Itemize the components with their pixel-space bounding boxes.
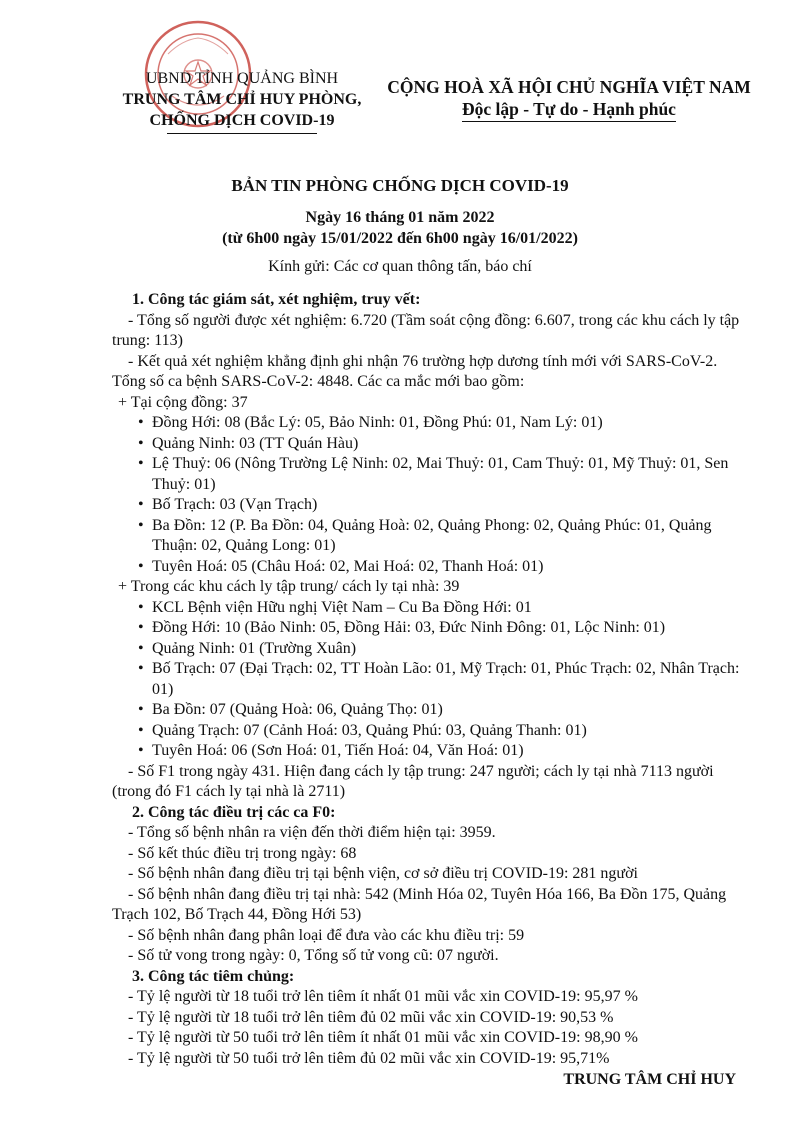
section-1-heading: 1. Công tác giám sát, xét nghiệm, truy vết:: [132, 291, 421, 308]
national-header: [378, 76, 760, 122]
community-heading: + Tại cộng đồng: 37: [118, 393, 248, 411]
list-item: • Ba Đồn: 12 (P. Ba Đồn: 04, Quảng Hoà: 02, Quảng Phong: 02, Quảng Phúc: 01, Quảng Thuận: 02, Quảng Long: 01): [138, 516, 712, 554]
national-motto: Độc lập - Tự do - Hạnh phúc: [462, 98, 676, 122]
list-item: • Lệ Thuỷ: 06 (Nông Trường Lệ Ninh: 02, Mai Thuỷ: 01, Cam Thuỷ: 01, Mỹ Thuỷ: 01, Sen Thuỷ: 01): [138, 455, 729, 493]
list-item: • KCL Bệnh viện Hữu nghị Việt Nam – Cu Ba Đồng Hới: 01: [138, 598, 532, 616]
issuer-block: [92, 68, 392, 134]
section-2-heading: 2. Công tác điều trị các ca F0:: [132, 803, 336, 821]
treatment-line: - Số bệnh nhân đang phân loại để đưa vào các khu điều trị: 59: [128, 926, 525, 944]
treatment-line: - Số tử vong trong ngày: 0, Tổng số tử vong cũ: 07 người.: [128, 947, 499, 964]
list-item: • Quảng Ninh: 01 (Trường Xuân): [138, 639, 357, 657]
national-title: CỘNG HOÀ XÃ HỘI CHỦ NGHĨA VIỆT NAM: [387, 77, 751, 97]
list-item: • Quảng Trạch: 07 (Cảnh Hoá: 03, Quảng Phú: 03, Quảng Thanh: 01): [138, 721, 587, 739]
bulletin-date: Ngày 16 tháng 01 năm 2022: [305, 209, 495, 226]
list-item: • Đồng Hới: 10 (Bảo Ninh: 05, Đồng Hải: 03, Đức Ninh Đông: 01, Lộc Ninh: 01): [138, 619, 666, 636]
issuer-province: UBND TỈNH QUẢNG BÌNH: [145, 70, 339, 87]
result-line: - Kết quả xét nghiệm khẳng định ghi nhận 76 trường hợp dương tính mới với SARS-CoV-2. Tổng số ca bệnh SARS-CoV-2: 4848. Các ca mắc mới bao gồm:: [112, 352, 718, 390]
bulletin-title: BẢN TIN PHÒNG CHỐNG DỊCH COVID-19: [231, 176, 569, 195]
treatment-line: - Số bệnh nhân đang điều trị tại nhà: 542 (Minh Hóa 02, Tuyên Hóa 166, Ba Đồn 175, Quảng Trạch 102, Bố Trạch 44, Đồng Hới 53): [112, 885, 727, 923]
f1-line: - Số F1 trong ngày 431. Hiện đang cách ly tập trung: 247 người; cách ly tại nhà 7113 người (trong đó F1 cách ly tại nhà là 2711): [112, 762, 714, 800]
tested-line: - Tổng số người được xét nghiệm: 6.720 (Tầm soát cộng đồng: 6.607, trong các khu cách ly tập trung: 113): [112, 311, 740, 349]
list-item: • Tuyên Hoá: 05 (Châu Hoá: 02, Mai Hoá: 02, Thanh Hoá: 01): [138, 557, 544, 575]
list-item: • Ba Đồn: 07 (Quảng Hoà: 06, Quảng Thọ: 01): [138, 701, 443, 718]
list-item: • Bố Trạch: 03 (Vạn Trạch): [138, 496, 318, 513]
treatment-line: - Số bệnh nhân đang điều trị tại bệnh viện, cơ sở điều trị COVID-19: 281 người: [128, 865, 638, 882]
vaccination-line: - Tỷ lệ người từ 18 tuổi trở lên tiêm ít nhất 01 mũi vắc xin COVID-19: 95,97 %: [128, 988, 638, 1005]
quarantine-heading: + Trong các khu cách ly tập trung/ cách ly tại nhà: 39: [118, 578, 460, 595]
vaccination-line: - Tỷ lệ người từ 50 tuổi trở lên tiêm ít nhất 01 mũi vắc xin COVID-19: 98,90 %: [128, 1029, 638, 1046]
list-item: • Bố Trạch: 07 (Đại Trạch: 02, TT Hoàn Lão: 01, Mỹ Trạch: 01, Phúc Trạch: 02, Nhân Trạch: 01): [138, 660, 740, 698]
treatment-line: - Tổng số bệnh nhân ra viện đến thời điểm hiện tại: 3959.: [128, 824, 496, 841]
signature-block: TRUNG TÂM CHỈ HUY: [563, 1071, 736, 1088]
issuer-center-cont: CHỐNG DỊCH COVID-19: [149, 112, 335, 129]
issuer-underline: [167, 133, 317, 134]
list-item: • Quảng Ninh: 03 (TT Quán Hàu): [138, 434, 359, 452]
section-3-heading: 3. Công tác tiêm chủng:: [132, 967, 295, 985]
list-item: • Tuyên Hoá: 06 (Sơn Hoá: 01, Tiến Hoá: 04, Văn Hoá: 01): [138, 742, 524, 759]
list-item: • Đồng Hới: 08 (Bắc Lý: 05, Bảo Ninh: 01, Đồng Phú: 01, Nam Lý: 01): [138, 414, 603, 431]
treatment-line: - Số kết thúc điều trị trong ngày: 68: [128, 844, 357, 862]
greeting: Kính gửi: Các cơ quan thông tấn, báo chí: [268, 258, 532, 275]
vaccination-line: - Tỷ lệ người từ 50 tuổi trở lên tiêm đủ 02 mũi vắc xin COVID-19: 95,71%: [128, 1049, 610, 1067]
issuer-center: TRUNG TÂM CHỈ HUY PHÒNG,: [122, 91, 362, 108]
bulletin-body: [112, 290, 747, 1069]
vaccination-line: - Tỷ lệ người từ 18 tuổi trở lên tiêm đủ 02 mũi vắc xin COVID-19: 90,53 %: [128, 1008, 614, 1026]
bulletin-range: (từ 6h00 ngày 15/01/2022 đến 6h00 ngày 16/01/2022): [222, 230, 578, 247]
